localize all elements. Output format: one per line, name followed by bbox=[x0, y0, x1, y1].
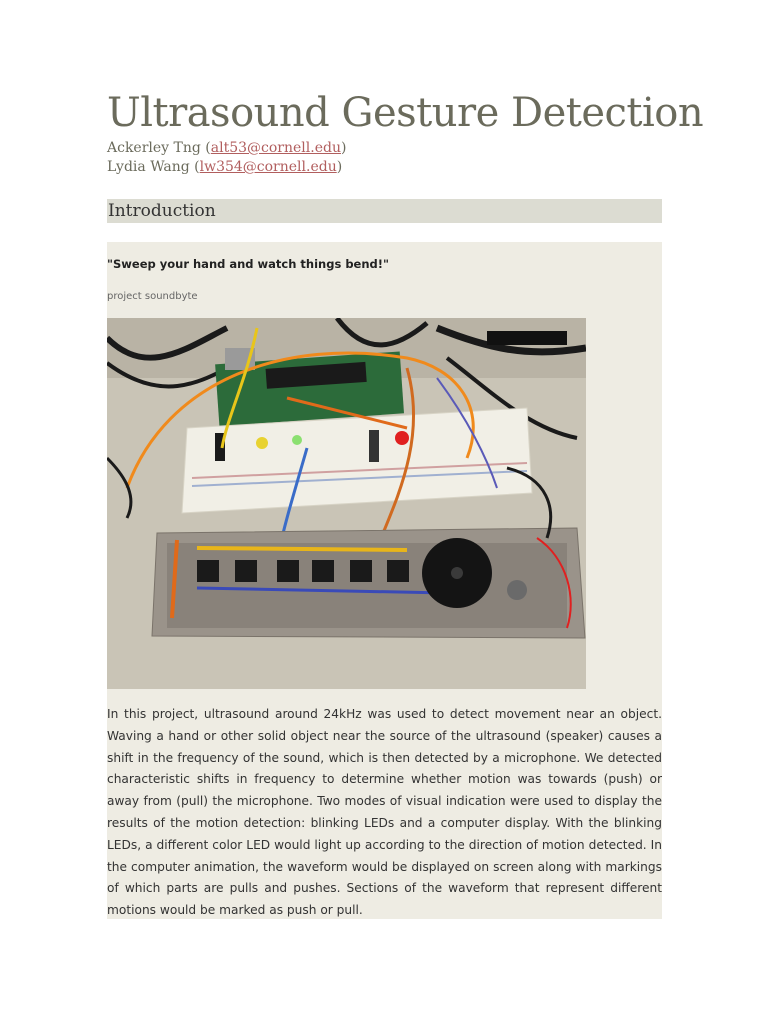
project-quote: "Sweep your hand and watch things bend!" bbox=[107, 257, 390, 271]
author-suffix: ) bbox=[336, 159, 343, 175]
circuit-photo-illustration bbox=[107, 318, 586, 689]
author-line bbox=[107, 158, 346, 177]
author-suffix: ) bbox=[340, 140, 347, 156]
author-line bbox=[107, 139, 346, 158]
intro-paragraph: In this project, ultrasound around 24kHz was used to detect movement near an object. Waving a hand or other solid object near the source of the ultrasound (speaker) causes a shift in the frequency of the sound, which is then detected by a microphone. We detected characteristic shifts in frequency to determine whether motion was towards (push) or away from (pull) the microphone. Two modes of visual indication were used to display the results of the motion detection: blinking LEDs and a computer display. With the blinking LEDs, a different color LED would light up according to the direction of motion detected. In the computer animation, the waveform would be displayed on screen along with markings of which parts are pulls and pushes. Sections of the waveform that represent different motions would be marked as push or pull. bbox=[107, 707, 662, 918]
author-name: Ackerley Tng ( bbox=[107, 140, 211, 156]
author-name: Lydia Wang ( bbox=[107, 159, 200, 175]
section-heading: Introduction bbox=[107, 199, 662, 223]
page-title: Ultrasound Gesture Detection bbox=[107, 90, 704, 136]
author-email-link[interactable]: alt53@cornell.edu bbox=[210, 140, 341, 156]
author-email-link[interactable]: lw354@cornell.edu bbox=[199, 159, 337, 175]
author-list bbox=[107, 139, 346, 177]
project-caption: project soundbyte bbox=[107, 291, 198, 302]
project-photo bbox=[107, 318, 586, 689]
